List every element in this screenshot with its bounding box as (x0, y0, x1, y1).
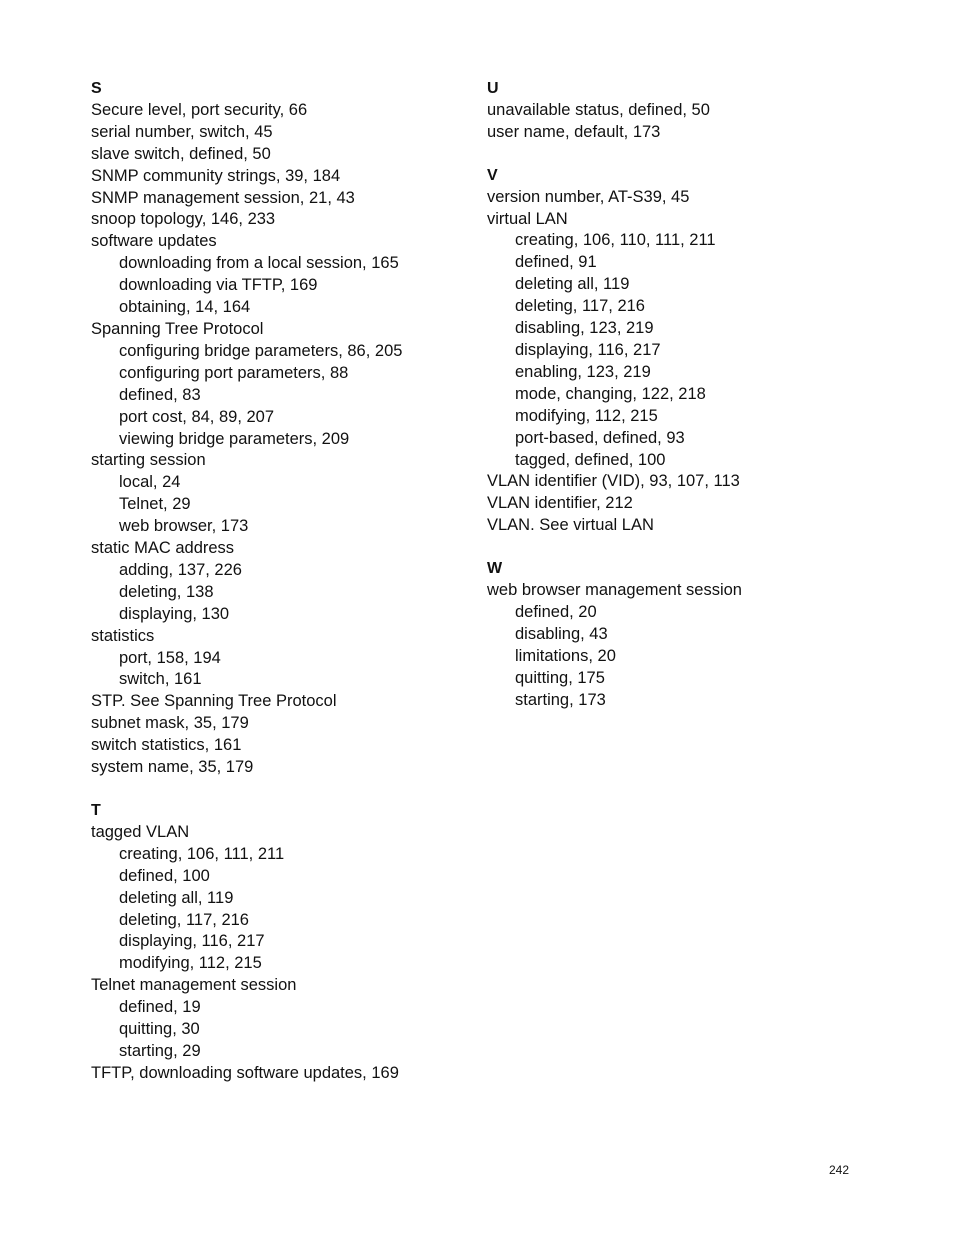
section-letter: U (487, 80, 499, 97)
index-section-t (91, 800, 511, 1085)
index-subentry: port cost, 84, 89, 207 (119, 407, 275, 426)
index-entry: web browser management session (487, 581, 742, 600)
index-subentry: configuring bridge parameters, 86, 205 (119, 341, 403, 360)
index-entry: snoop topology, 146, 233 (91, 210, 276, 229)
index-subentry: deleting all, 119 (119, 888, 234, 907)
index-subentry: displaying, 116, 217 (119, 932, 265, 951)
index-column-right (487, 78, 907, 732)
index-entry: unavailable status, defined, 50 (487, 100, 710, 119)
index-subentry: local, 24 (119, 473, 181, 492)
index-entry: tagged VLAN (91, 822, 190, 841)
index-subentry: port-based, defined, 93 (515, 428, 685, 447)
index-subentry: deleting, 117, 216 (515, 297, 645, 316)
index-subentry: defined, 100 (119, 866, 210, 885)
index-subentry: deleting, 117, 216 (119, 910, 249, 929)
index-subentry: deleting, 138 (119, 582, 214, 601)
index-entry: Telnet management session (91, 976, 297, 995)
index-subentry: downloading from a local session, 165 (119, 254, 399, 273)
index-subentry: viewing bridge parameters, 209 (119, 429, 350, 448)
index-column-left (91, 78, 511, 1106)
section-letter: T (91, 802, 101, 819)
index-entry: VLAN identifier, 212 (487, 494, 633, 513)
index-entry: statistics (91, 626, 155, 645)
index-subentry: modifying, 112, 215 (119, 954, 262, 973)
index-subentry: modifying, 112, 215 (515, 406, 658, 425)
index-entry: Spanning Tree Protocol (91, 319, 264, 338)
index-subentry: mode, changing, 122, 218 (515, 384, 706, 403)
section-letter: V (487, 166, 498, 184)
index-subentry: obtaining, 14, 164 (119, 298, 251, 317)
index-section-u (487, 78, 907, 144)
index-subentry: disabling, 43 (515, 624, 608, 643)
index-entry: starting session (91, 451, 206, 470)
index-subentry: quitting, 30 (119, 1020, 200, 1039)
index-entry: SNMP management session, 21, 43 (91, 188, 355, 207)
index-subentry: defined, 20 (515, 602, 597, 621)
index-entry: TFTP, downloading software updates, 169 (91, 1063, 399, 1082)
index-subentry: displaying, 116, 217 (515, 340, 661, 359)
index-subentry: defined, 19 (119, 998, 201, 1017)
index-subentry: displaying, 130 (119, 604, 230, 623)
index-entry: static MAC address (91, 539, 235, 558)
index-subentry: quitting, 175 (515, 668, 605, 687)
index-section-w (487, 558, 907, 711)
index-subentry: port, 158, 194 (119, 648, 221, 667)
section-letter: W (487, 560, 503, 578)
index-subentry: web browser, 173 (119, 517, 249, 536)
index-subentry: defined, 83 (119, 385, 201, 404)
index-subentry: switch, 161 (119, 670, 202, 689)
index-subentry: downloading via TFTP, 169 (119, 276, 318, 295)
index-subentry: adding, 137, 226 (119, 560, 242, 579)
index-entry: virtual LAN (487, 209, 568, 228)
index-subentry: limitations, 20 (515, 646, 616, 665)
index-entry: serial number, switch, 45 (91, 122, 273, 141)
index-subentry: starting, 173 (515, 690, 606, 709)
section-letter: S (91, 80, 102, 97)
index-subentry: disabling, 123, 219 (515, 319, 654, 338)
index-entry: VLAN identifier (VID), 93, 107, 113 (487, 472, 740, 491)
page-number: 242 (829, 1163, 850, 1177)
index-subentry: configuring port parameters, 88 (119, 363, 349, 382)
index-entry: STP. See Spanning Tree Protocol (91, 692, 337, 711)
index-subentry: enabling, 123, 219 (515, 362, 651, 381)
index-subentry: creating, 106, 110, 111, 211 (515, 231, 716, 250)
index-entry: switch statistics, 161 (91, 736, 242, 755)
index-entry: VLAN. See virtual LAN (487, 516, 654, 535)
index-entry: system name, 35, 179 (91, 758, 254, 777)
index-subentry: defined, 91 (515, 253, 597, 272)
index-subentry: tagged, defined, 100 (515, 450, 666, 469)
index-section-s (91, 78, 511, 779)
index-subentry: deleting all, 119 (515, 275, 630, 294)
index-entry: subnet mask, 35, 179 (91, 714, 249, 733)
index-subentry: starting, 29 (119, 1041, 201, 1060)
index-entry: user name, default, 173 (487, 122, 661, 141)
index-subentry: creating, 106, 111, 211 (119, 844, 285, 863)
index-entry: Secure level, port security, 66 (91, 100, 308, 119)
index-entry: slave switch, defined, 50 (91, 144, 271, 163)
index-entry: SNMP community strings, 39, 184 (91, 166, 341, 185)
index-subentry: Telnet, 29 (119, 495, 191, 514)
index-section-v (487, 165, 907, 537)
index-entry: software updates (91, 232, 217, 251)
index-entry: version number, AT-S39, 45 (487, 187, 690, 206)
